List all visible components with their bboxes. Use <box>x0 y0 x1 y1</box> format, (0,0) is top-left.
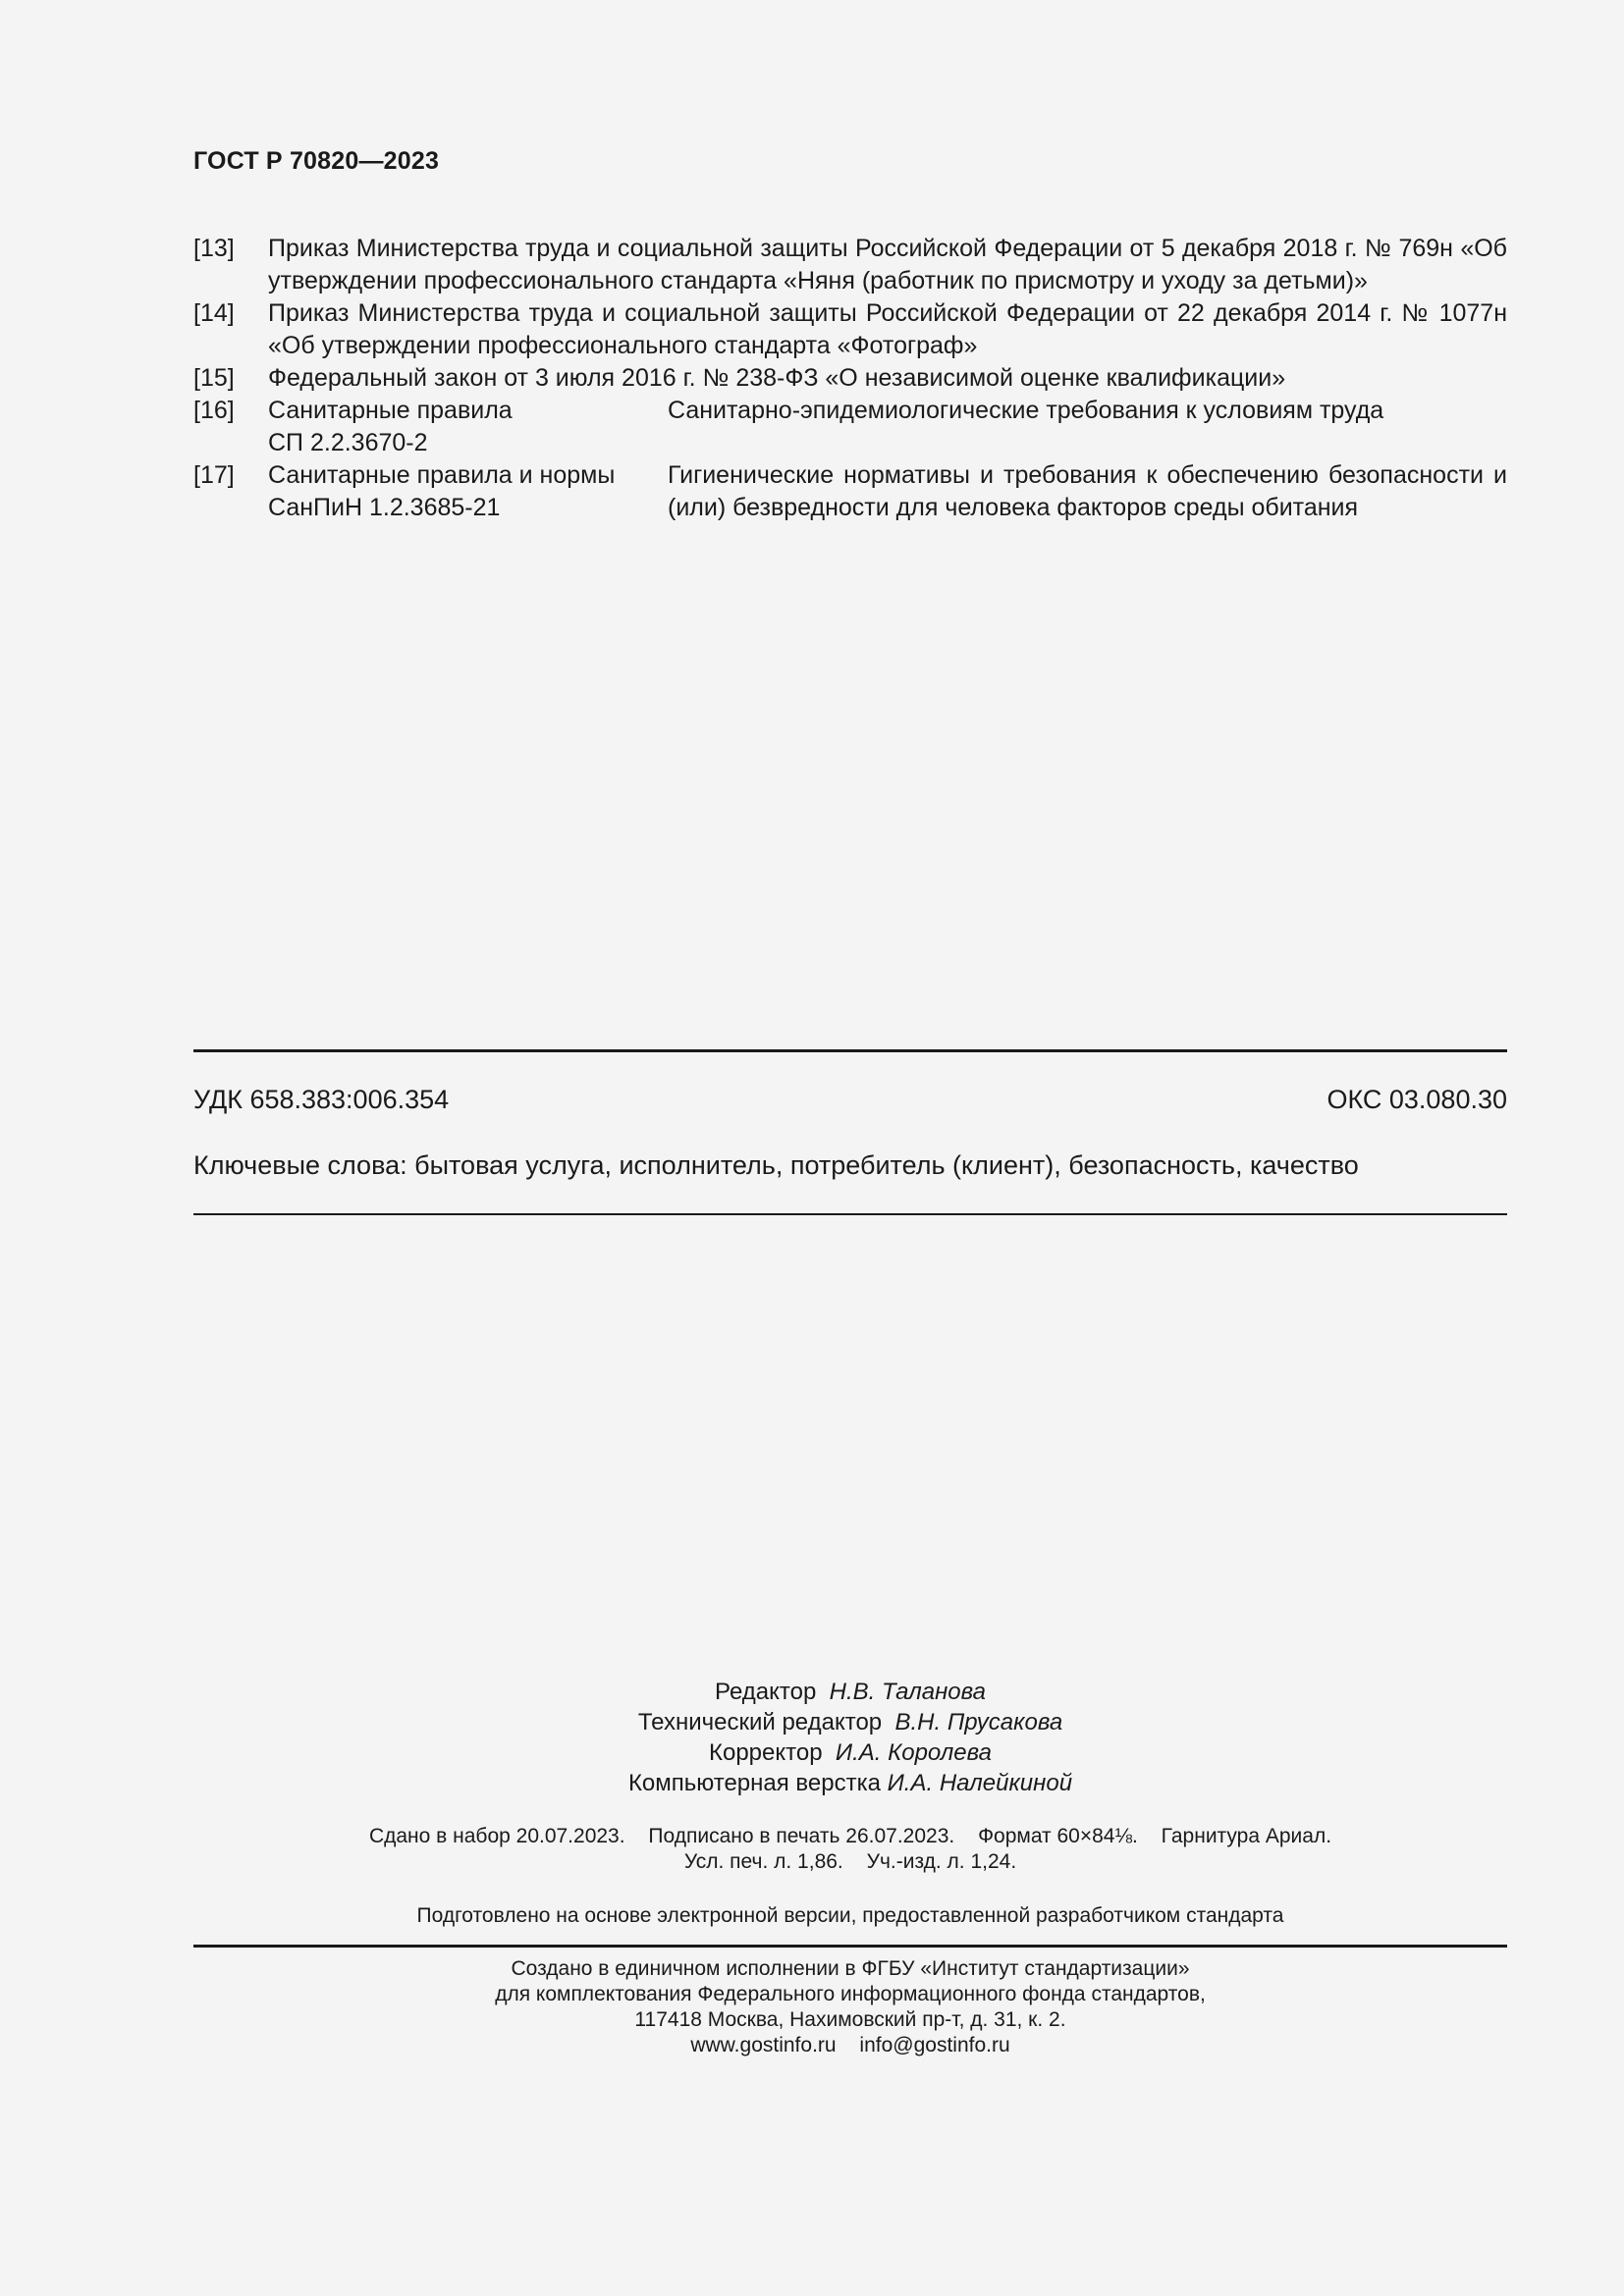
prepared-note: Подготовлено на основе электронной версии, предоставленной разработчиком стандарта <box>416 1904 1284 1927</box>
typeface: Гарнитура Ариал. <box>1161 1825 1332 1847</box>
entry-number: [14] <box>193 299 235 327</box>
entry-description: Гигиенические нормативы и требования к обеспечению безопасности и (или) безвредности для человека факторов среды обитания <box>668 461 1507 521</box>
publish-sheets: Уч.-изд. л. 1,24. <box>866 1850 1017 1873</box>
entry-number: [15] <box>193 364 235 392</box>
publisher-block <box>193 1956 1507 2058</box>
credit-name: И.А. Налейкиной <box>887 1770 1073 1796</box>
bibliography-entry <box>193 233 1507 297</box>
credits-block <box>193 1677 1507 1798</box>
divider-middle <box>193 1213 1507 1215</box>
entry-number: [16] <box>193 397 235 424</box>
credit-role: Редактор <box>715 1679 817 1705</box>
credit-editor <box>193 1677 1507 1707</box>
email-link[interactable]: info@gostinfo.ru <box>859 2034 1010 2056</box>
print-info-line-1 <box>193 1824 1507 1849</box>
divider-bottom <box>193 1945 1507 1948</box>
divider-top <box>193 1049 1507 1052</box>
credit-role: Технический редактор <box>637 1709 883 1735</box>
submitted-date: Сдано в набор 20.07.2023. <box>368 1825 625 1847</box>
credit-layout <box>193 1768 1507 1798</box>
entry-number: [17] <box>193 461 235 489</box>
credit-tech-editor <box>193 1707 1507 1737</box>
udk-code: УДК 658.383:006.354 <box>193 1085 450 1114</box>
credit-role: Компьютерная верстка <box>627 1770 881 1796</box>
website-link[interactable]: www.gostinfo.ru <box>690 2034 837 2056</box>
bibliography-entry <box>193 362 1507 395</box>
bibliography-entry <box>193 297 1507 362</box>
entry-text: Приказ Министерства труда и социальной защиты Российской Федерации от 22 декабря 2014 г. № 1077н «Об утверждении профессионального стандарта «Фотограф» <box>268 299 1507 359</box>
paper-format: Формат 60×84⅛. <box>978 1825 1138 1847</box>
credit-name: И.А. Королева <box>835 1739 992 1766</box>
bibliography-entry <box>193 459 1507 524</box>
bibliography-list <box>193 233 1507 524</box>
page-header-standard: ГОСТ Р 70820—2023 <box>193 147 440 175</box>
entry-document-code: СанПиН 1.2.3685-21 <box>268 494 501 521</box>
keywords: Ключевые слова: бытовая услуга, исполнитель, потребитель (клиент), безопасность, качество <box>193 1150 1359 1180</box>
entry-description: Санитарно-эпидемиологические требования к условиям труда <box>668 397 1384 424</box>
print-info-line-2 <box>193 1849 1507 1875</box>
signed-date: Подписано в печать 26.07.2023. <box>648 1825 955 1847</box>
publisher-line: Создано в единичном исполнении в ФГБУ «Институт стандартизации» <box>511 1957 1190 1980</box>
entry-document-type: Санитарные правила <box>268 397 513 424</box>
publisher-contacts <box>193 2033 1507 2058</box>
credit-name: Н.В. Таланова <box>829 1679 986 1705</box>
credit-name: В.Н. Прусакова <box>894 1709 1063 1735</box>
print-sheets: Усл. печ. л. 1,86. <box>683 1850 843 1873</box>
credit-corrector <box>193 1737 1507 1768</box>
entry-text: Приказ Министерства труда и социальной защиты Российской Федерации от 5 декабря 2018 г. № 769н «Об утверждении профессионального стандарта «Няня (работник по присмотру и уходу за детьми)» <box>268 235 1507 294</box>
entry-document-type: Санитарные правила и нормы <box>268 461 616 489</box>
entry-number: [13] <box>193 235 235 262</box>
oks-code: ОКС 03.080.30 <box>1326 1085 1507 1114</box>
print-info <box>193 1824 1507 1875</box>
credit-role: Корректор <box>709 1739 823 1766</box>
entry-document <box>268 459 668 524</box>
entry-document <box>268 395 668 459</box>
bibliography-entry <box>193 395 1507 459</box>
entry-text: Федеральный закон от 3 июля 2016 г. № 238-ФЗ «О независимой оценке квалификации» <box>268 364 1286 392</box>
publisher-line: для комплектования Федерального информационного фонда стандартов, <box>495 1983 1206 2005</box>
entry-document-code: СП 2.2.3670-2 <box>268 429 428 456</box>
publisher-address: 117418 Москва, Нахимовский пр-т, д. 31, к. 2. <box>634 2008 1066 2031</box>
